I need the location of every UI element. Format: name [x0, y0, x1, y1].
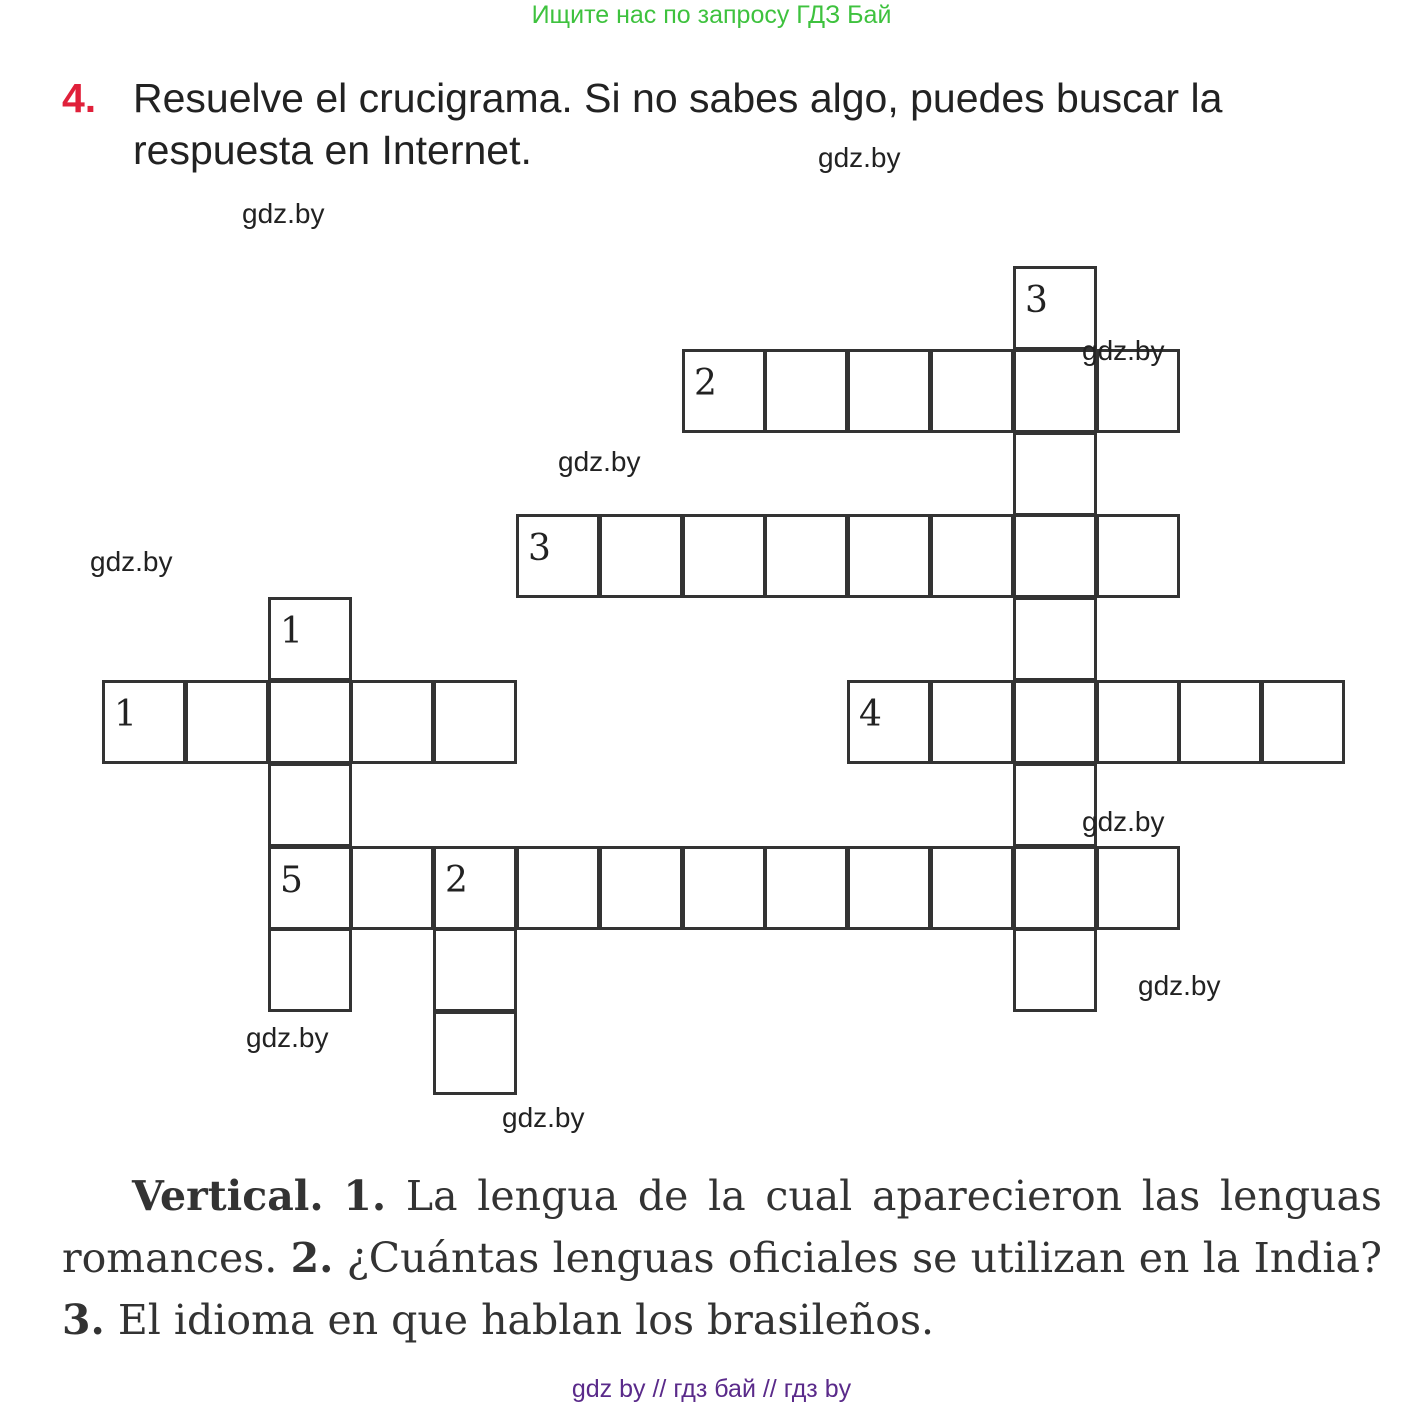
crossword-cell [1013, 597, 1097, 681]
clue-text: ¿Cuántas lenguas oficiales se utilizan en la India? [346, 1234, 1382, 1282]
clue-number-label: 5 [280, 860, 303, 901]
crossword-cell [1261, 680, 1345, 764]
crossword-cell [764, 846, 848, 930]
crossword-cell [930, 514, 1014, 598]
clue-number-label: 1 [114, 694, 137, 735]
watermark: gdz.by [90, 546, 173, 577]
footer-links: gdz by // гдз бай // гдз by [571, 1375, 852, 1403]
task-number: 4. [62, 75, 97, 121]
clues-heading: Vertical. [132, 1172, 324, 1220]
crossword-cell [268, 846, 352, 930]
clue-number: 1. [343, 1172, 387, 1220]
crossword-cell [1178, 680, 1262, 764]
crossword-cell [1013, 432, 1097, 516]
task-text: Resuelve el crucigrama. Si no sabes algo, puedes buscar la respuesta en Internet. [133, 75, 1223, 173]
crossword-cell [682, 349, 766, 433]
crossword-cell [433, 928, 517, 1012]
watermark: gdz.by [818, 142, 901, 173]
crossword-cell [1096, 514, 1180, 598]
crossword-cell [930, 846, 1014, 930]
clue-number-label: 3 [1025, 280, 1048, 321]
clues-vertical [62, 1165, 1382, 1351]
crossword-cell [268, 680, 352, 764]
crossword-cell [350, 846, 434, 930]
clue-number: 3. [62, 1296, 105, 1344]
crossword-cell [102, 680, 186, 764]
crossword-cell [433, 1011, 517, 1095]
crossword-cell [516, 846, 600, 930]
crossword-cell [1096, 680, 1180, 764]
crossword-cell [1013, 514, 1097, 598]
crossword-cell [268, 763, 352, 847]
crossword-cell [847, 680, 931, 764]
crossword-cell [599, 846, 683, 930]
crossword-cell [599, 514, 683, 598]
clue-number: 2. [290, 1234, 334, 1282]
crossword-cell [847, 514, 931, 598]
crossword-cell [930, 680, 1014, 764]
clue-number-label: 2 [445, 860, 468, 901]
crossword-cell [682, 846, 766, 930]
watermark: gdz.by [558, 446, 641, 477]
clue-text: El idioma en que hablan los brasileños. [117, 1296, 935, 1344]
watermark: gdz.by [502, 1102, 585, 1133]
crossword-cell [516, 514, 600, 598]
watermark: gdz.by [1082, 335, 1165, 366]
crossword-cell [1013, 928, 1097, 1012]
clue-text: La lengua de la cual aparecieron las lenguas romances. [62, 1172, 1382, 1282]
crossword-cell [1013, 846, 1097, 930]
watermark: gdz.by [1138, 970, 1221, 1001]
watermark: gdz.by [242, 198, 325, 229]
clue-number-label: 2 [694, 363, 717, 404]
clue-number-label: 1 [280, 611, 303, 652]
crossword-cell [764, 514, 848, 598]
crossword-cell [847, 349, 931, 433]
crossword-cell [1013, 680, 1097, 764]
crossword-cell [764, 349, 848, 433]
crossword-cell [268, 597, 352, 681]
watermark: gdz.by [1082, 806, 1165, 837]
crossword-cell [682, 514, 766, 598]
crossword-cell [185, 680, 269, 764]
crossword-cell [930, 349, 1014, 433]
crossword-cell [847, 846, 931, 930]
watermark: gdz.by [246, 1022, 329, 1053]
clue-number-label: 3 [528, 528, 551, 569]
crossword-cell [433, 846, 517, 930]
crossword-cell [433, 680, 517, 764]
crossword-cell [350, 680, 434, 764]
crossword-cell [268, 928, 352, 1012]
clue-number-label: 4 [859, 694, 882, 735]
crossword-cell [1096, 846, 1180, 930]
top-banner: Ищите нас по запросу ГДЗ Бай [531, 1, 892, 29]
